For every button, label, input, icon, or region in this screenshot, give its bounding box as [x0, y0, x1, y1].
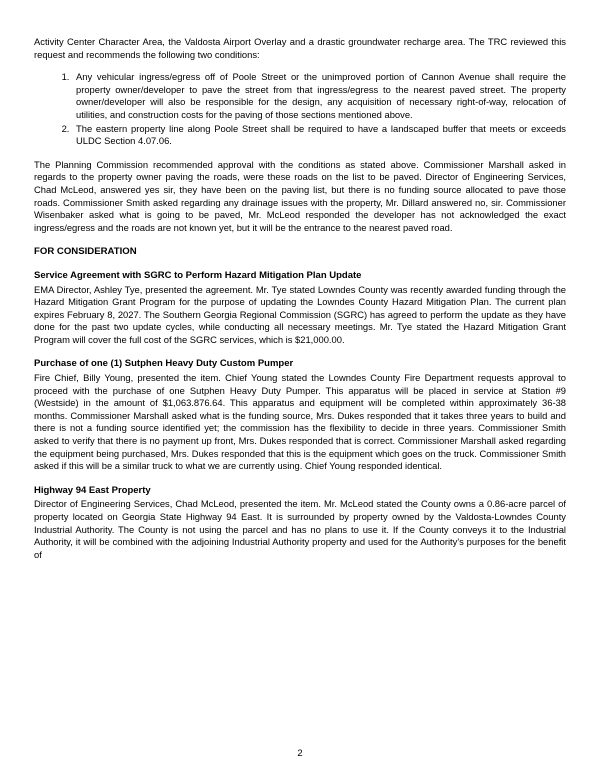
- agenda-item-body: Director of Engineering Services, Chad McLeod, presented the item. Mr. McLeod stated the County owns a 0.86-acre parcel of property located on Georgia State Highway 94 East. It is surrounded by property owned by the Valdosta-Lowndes County Industrial Authority. The County is not using the parcel and has no plans to use it. If the County conveys it to the Industrial Authority, it will be combined with the adjoining Industrial Authority property and used for the Authority's purposes for the benefit of: [34, 498, 566, 560]
- conditions-list: [34, 71, 566, 148]
- list-item: 2. The eastern property line along Poole Street shall be required to have a landscaped buffer that meets or exceeds ULDC Section 4.07.06.: [72, 123, 566, 148]
- list-item: 1. Any vehicular ingress/egress off of Poole Street or the unimproved portion of Cannon Avenue shall require the property owner/developer to pave the street from that ingress/egress to the nearest paved street. The property owner/developer will also be responsible for the design, any acquisition of necessary right-of-way, relocation of utilities, and construction costs for the paving of those sections mentioned above.: [72, 71, 566, 121]
- agenda-item-heading: Highway 94 East Property: [34, 484, 151, 496]
- commission-paragraph: The Planning Commission recommended approval with the conditions as stated above. Commissioner Marshall asked in regards to the property owner paving the roads, were these roads on the list to be paved. Director of Engineering Services, Chad McLeod, answered yes sir, they have been on the paving list, but there is no funding source allocated to pave those roads. Commissioner Smith asked regarding any drainage issues with the property, Mr. Dillard answered no, sir. Commissioner Wisenbaker asked what is going to be paved, Mr. McLeod responded the developer has not acknowledged the exact ingress/egress and the roads are not known yet, but it will be the entrance to the nearest paved road.: [34, 158, 566, 233]
- agenda-item-body: Fire Chief, Billy Young, presented the item. Chief Young stated the Lowndes County Fire Department requests approval to proceed with the purchase of one Sutphen Heavy Duty Pumper. This apparatus will be placed in service at Station #9 (Westside) in the amount of $1,063.876.64. This apparatus and equipment will be completed within approximately 36-38 months. Commissioner Marshall asked what is the funding source, Mrs. Dukes responded that it takes three years to build and there is not a funding source identified yet; the commission has the flexibility to decide in three years. Commissioner Smith asked to verify that there is no payment up front, Mrs. Dukes responded that is correct. Commissioner Marshall asked regarding the equipment being purchased, Mrs. Dukes responded that this is the equipment which goes on the truck. Commissioner Smith asked if this will be a similar truck to what we are currently using. Chief Young responded identical.: [34, 372, 566, 472]
- page-number: 2: [297, 747, 303, 758]
- agenda-item-heading: Purchase of one (1) Sutphen Heavy Duty Custom Pumper: [34, 358, 294, 370]
- agenda-item-heading: Service Agreement with SGRC to Perform Hazard Mitigation Plan Update: [34, 269, 362, 281]
- agenda-item-body: EMA Director, Ashley Tye, presented the agreement. Mr. Tye stated Lowndes County was recently awarded funding through the Hazard Mitigation Grant Program for the purpose of updating the Lowndes County Hazard Mitigation Plan. The current plan expires February 8, 2027. The Southern Georgia Regional Commission (SGRC) has agreed to perform the update as they have done for the past two update cycles, while conducting all necessary meetings. Mr. Tye stated the Hazard Mitigation Grant Program will cover the full cost of the SGRC services, which is $21,000.00.: [34, 283, 566, 345]
- section-heading: FOR CONSIDERATION: [34, 246, 137, 258]
- agenda-item: [34, 485, 566, 562]
- intro-paragraph: Activity Center Character Area, the Valdosta Airport Overlay and a drastic groundwater recharge area. The TRC reviewed this request and recommends the following two conditions:: [34, 36, 566, 60]
- agenda-item: [34, 270, 566, 347]
- agenda-item: [34, 358, 566, 472]
